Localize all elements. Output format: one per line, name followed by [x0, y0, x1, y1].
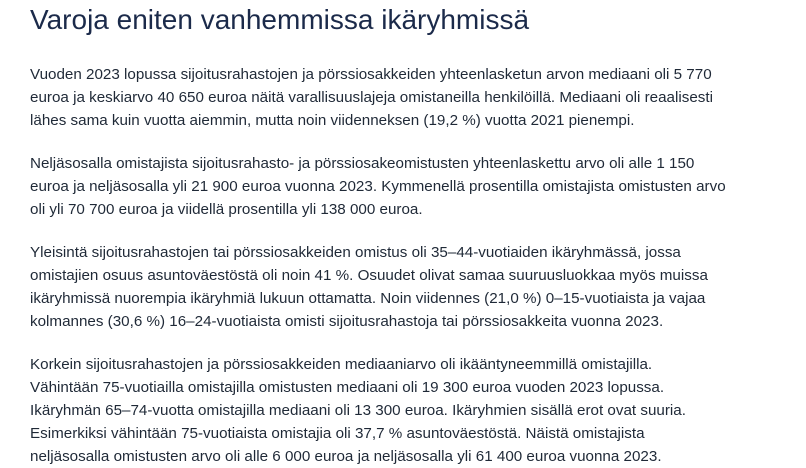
paragraph-line: Vähintään 75-vuotiailla omistajilla omistusten mediaani oli 19 300 euroa vuoden 2023 lopussa. [30, 379, 665, 396]
paragraph-line: oli yli 70 700 euroa ja viidellä prosentilla yli 138 000 euroa. [30, 201, 423, 218]
paragraph-line: kolmannes (30,6 %) 16–24-vuotiaista omisti sijoitusrahastoja tai pörssiosakkeita vuonna 2023. [30, 313, 664, 330]
paragraph-age-groups [30, 241, 800, 333]
paragraph-line: lähes sama kuin vuotta aiemmin, mutta noin viidenneksen (19,2 %) vuotta 2021 pienempi. [30, 112, 635, 129]
paragraph-quartiles [30, 152, 800, 221]
section-heading: Varoja eniten vanhemmissa ikäryhmissä [30, 4, 530, 35]
paragraph-line: Vuoden 2023 lopussa sijoitusrahastojen ja pörssiosakkeiden yhteenlasketun arvon mediaani oli 5 770 [30, 66, 712, 83]
paragraph-line: euroa ja keskiarvo 40 650 euroa näitä varallisuuslajeja omistaneilla henkilöillä. Mediaani oli reaalisesti [30, 89, 713, 106]
article [30, 0, 800, 468]
paragraph-line: omistajien osuus asuntoväestöstä oli noin 41 %. Osuudet olivat samaa suuruusluokkaa myös muissa [30, 267, 708, 284]
paragraph-line: ikäryhmissä nuorempia ikäryhmiä lukuun ottamatta. Noin viidennes (21,0 %) 0–15-vuotiaista ja vajaa [30, 290, 706, 307]
paragraph-median-value [30, 63, 800, 132]
paragraph-older-owners [30, 353, 800, 468]
paragraph-line: Yleisintä sijoitusrahastojen tai pörssiosakkeiden omistus oli 35–44-vuotiaiden ikäryhmässä, jossa [30, 244, 681, 261]
paragraph-line: neljäsosalla omistusten arvo oli alle 6 000 euroa ja neljäsosalla yli 61 400 euroa vuonna 2023. [30, 448, 662, 465]
paragraph-line: Neljäsosalla omistajista sijoitusrahasto- ja pörssiosakeomistusten yhteenlaskettu arvo oli alle 1 150 [30, 155, 695, 172]
paragraph-line: euroa ja neljäsosalla yli 21 900 euroa vuonna 2023. Kymmenellä prosentilla omistajista omistusten arvo [30, 178, 726, 195]
paragraph-line: Ikäryhmän 65–74-vuotta omistajilla mediaani oli 13 300 euroa. Ikäryhmien sisällä erot ovat suuria. [30, 402, 686, 419]
paragraph-line: Korkein sijoitusrahastojen ja pörssiosakkeiden mediaaniarvo oli ikääntyneemmillä omistajilla. [30, 356, 653, 373]
paragraph-line: Esimerkiksi vähintään 75-vuotiaista omistajia oli 37,7 % asuntoväestöstä. Näistä omistajista [30, 425, 645, 442]
